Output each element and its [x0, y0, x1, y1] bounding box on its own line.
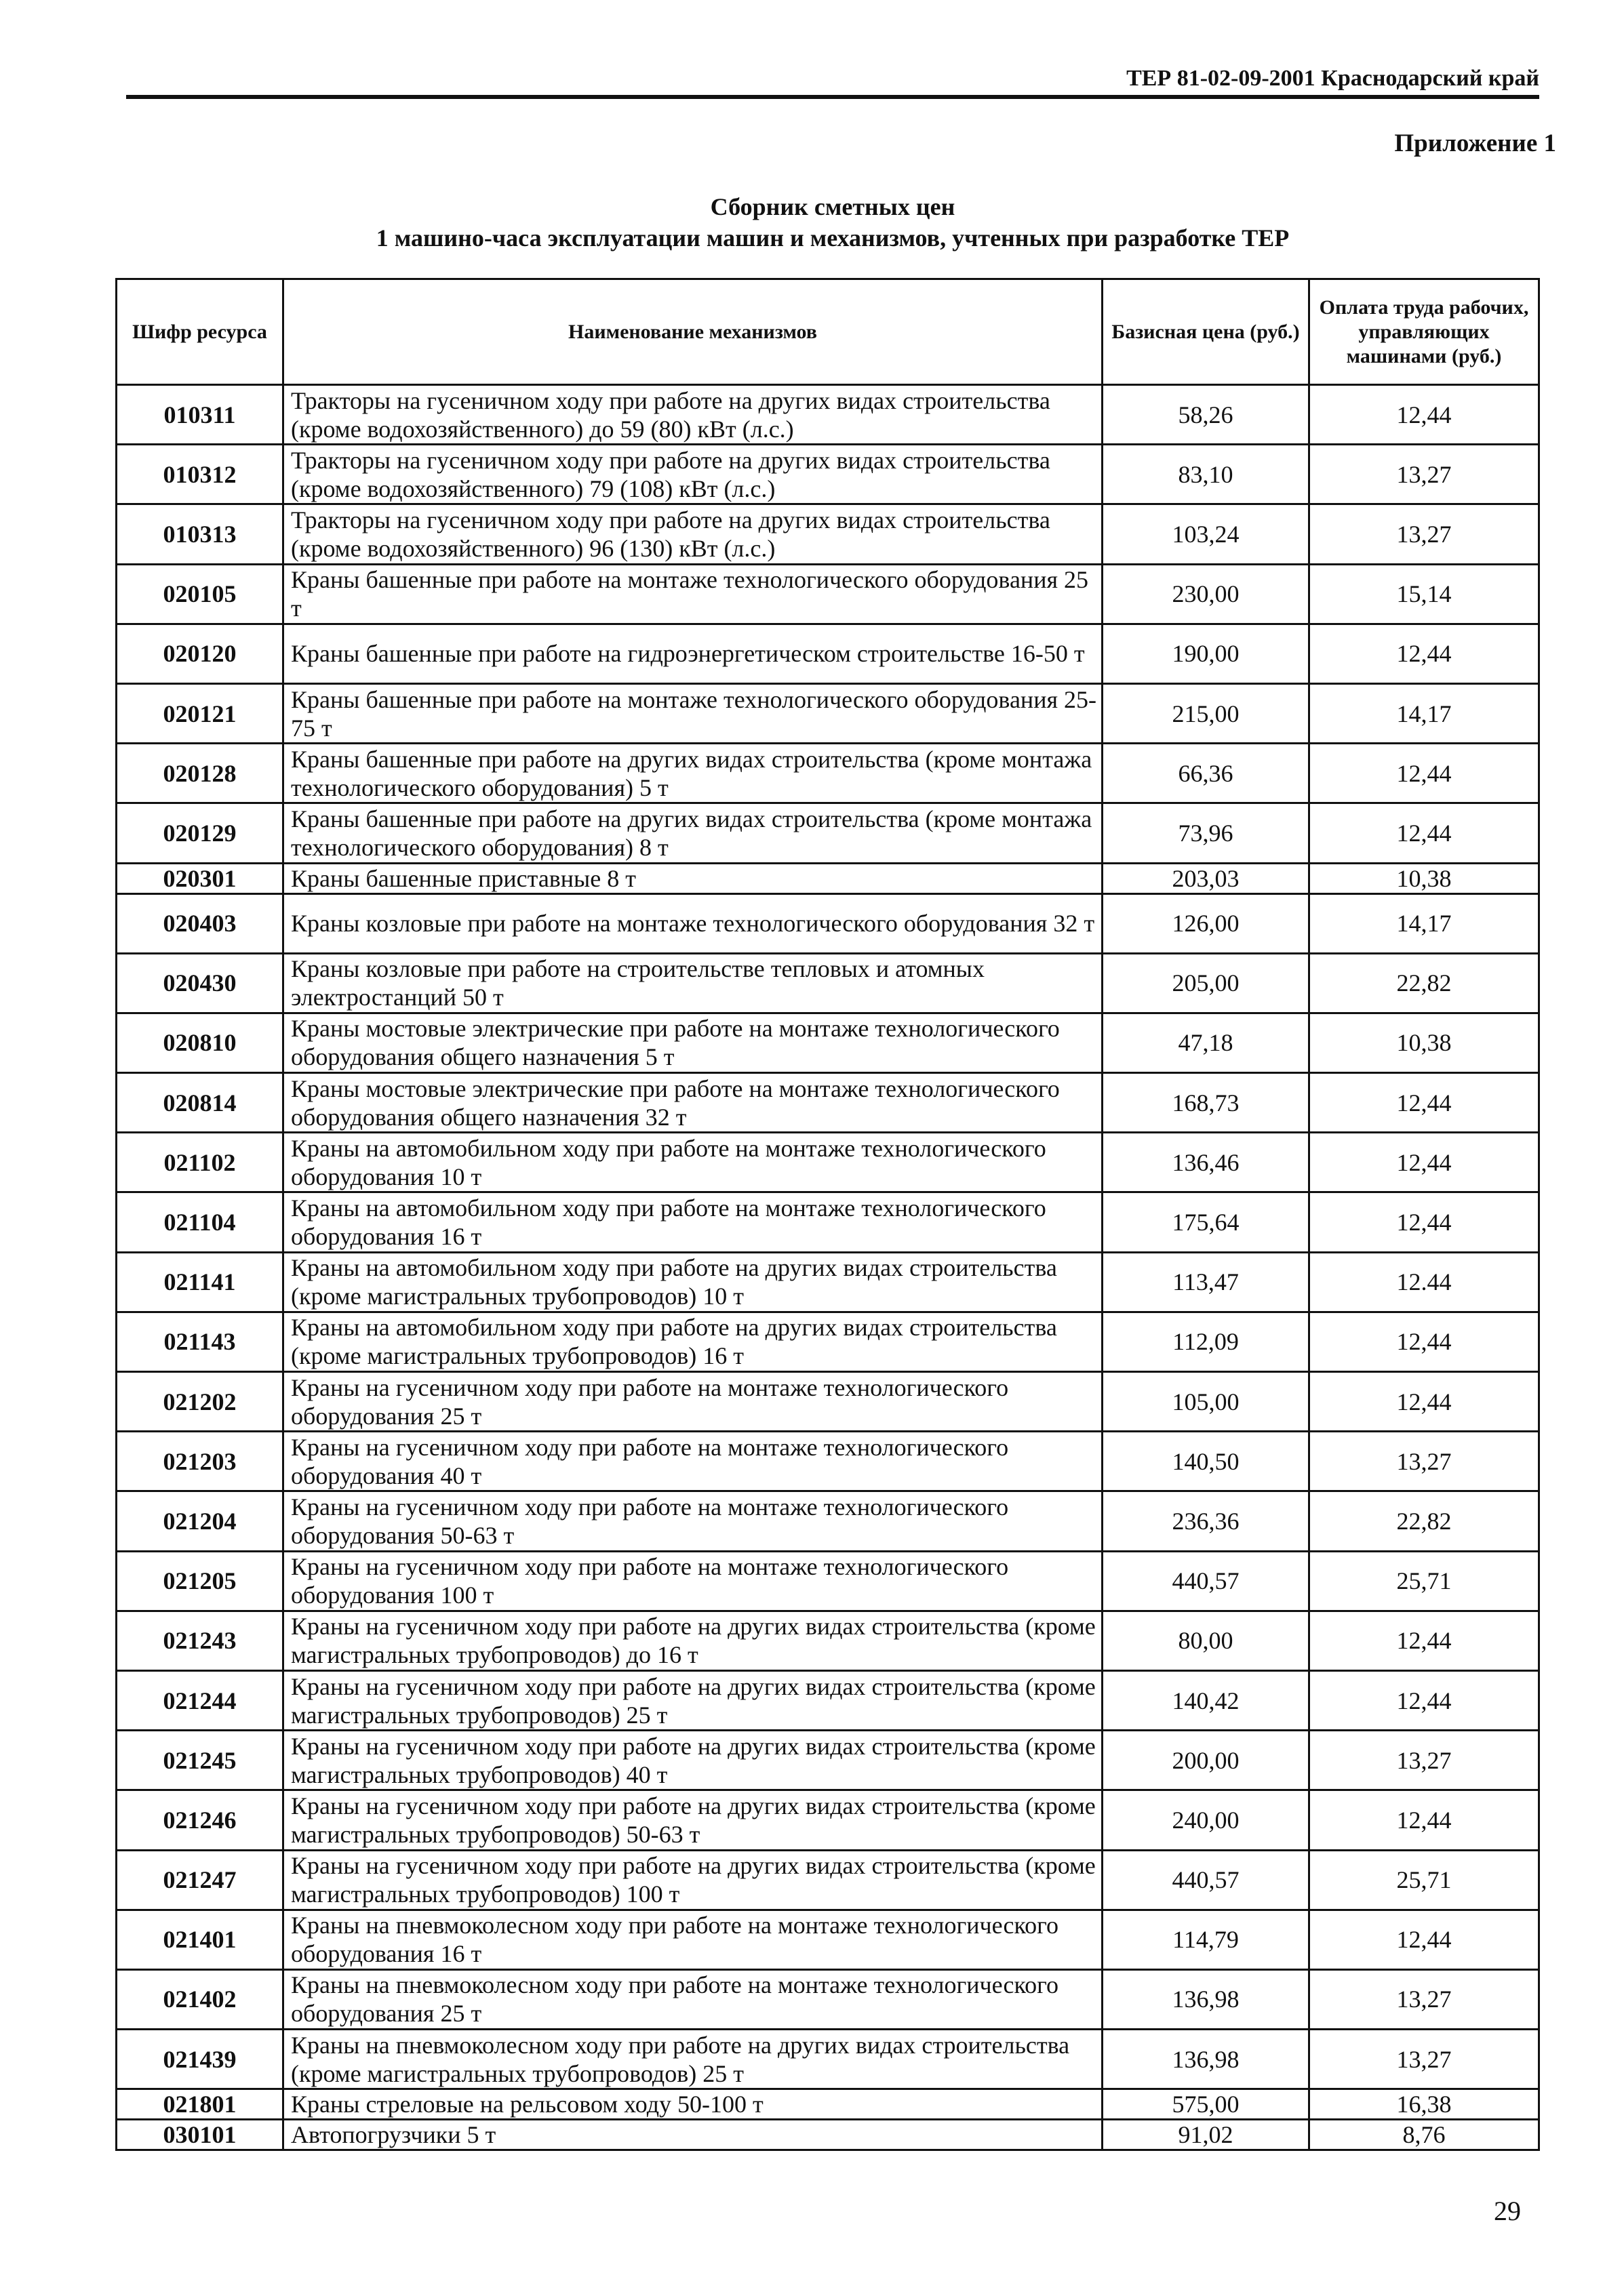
table-row — [117, 564, 1539, 624]
resource-code-cell: 021143 — [117, 1312, 283, 1371]
title-line-2: 1 машино-часа эксплуатации машин и механизмов, учтенных при разработке ТЕР — [376, 224, 1290, 251]
base-price-cell: 112,09 — [1103, 1312, 1309, 1371]
mechanism-name-cell: Краны на автомобильном ходу при работе на монтаже технологического оборудования 16 т — [283, 1192, 1103, 1252]
table-row — [117, 953, 1539, 1013]
resource-code-cell: 020121 — [117, 683, 283, 743]
mechanism-name-cell: Краны на автомобильном ходу при работе на монтаже технологического оборудования 10 т — [283, 1133, 1103, 1192]
mechanism-name-cell: Краны мостовые электрические при работе на монтаже технологического оборудования общего назначения 5 т — [283, 1013, 1103, 1072]
operator-wage-cell: 13,27 — [1309, 2030, 1539, 2089]
page-number: 29 — [1494, 2196, 1521, 2226]
resource-code-cell: 020814 — [117, 1073, 283, 1133]
operator-wage-cell: 8,76 — [1309, 2120, 1539, 2150]
table-row — [117, 504, 1539, 564]
mechanism-name-cell: Краны на гусеничном ходу при работе на других видах строительства (кроме магистральных трубопроводов) 40 т — [283, 1731, 1103, 1790]
resource-code-cell: 020105 — [117, 564, 283, 624]
operator-wage-cell: 12,44 — [1309, 1372, 1539, 1432]
resource-code-cell: 021102 — [117, 1133, 283, 1192]
mechanism-name-cell: Краны на гусеничном ходу при работе на монтаже технологического оборудования 40 т — [283, 1432, 1103, 1491]
table-row — [117, 1850, 1539, 1910]
operator-wage-cell: 13,27 — [1309, 445, 1539, 504]
resource-code-cell: 021245 — [117, 1731, 283, 1790]
table-row — [117, 1969, 1539, 2029]
operator-wage-cell: 13,27 — [1309, 1969, 1539, 2029]
document-code: ТЕР 81-02-09-2001 Краснодарский край — [1126, 66, 1539, 91]
operator-wage-cell: 12,44 — [1309, 1910, 1539, 1969]
mechanism-name-cell: Краны козловые при работе на монтаже технологического оборудования 32 т — [283, 893, 1103, 953]
operator-wage-cell: 13,27 — [1309, 1432, 1539, 1491]
base-price-cell: 205,00 — [1103, 953, 1309, 1013]
mechanism-name-cell: Краны башенные при работе на других видах строительства (кроме монтажа технологического оборудования) 5 т — [283, 744, 1103, 803]
table-row — [117, 1551, 1539, 1611]
column-header-wage: Оплата труда рабочих, управляющих машинами (руб.) — [1309, 279, 1539, 385]
operator-wage-cell: 12,44 — [1309, 385, 1539, 445]
table-header-row — [117, 279, 1539, 385]
table-row — [117, 2030, 1539, 2089]
operator-wage-cell: 13,27 — [1309, 1731, 1539, 1790]
operator-wage-cell: 25,71 — [1309, 1850, 1539, 1910]
table-row — [117, 624, 1539, 683]
base-price-cell: 47,18 — [1103, 1013, 1309, 1072]
base-price-cell: 136,98 — [1103, 1969, 1309, 2029]
resource-code-cell: 021439 — [117, 2030, 283, 2089]
appendix-label: Приложение 1 — [1394, 129, 1556, 157]
mechanism-name-cell: Краны на гусеничном ходу при работе на других видах строительства (кроме магистральных трубопроводов) 100 т — [283, 1850, 1103, 1910]
operator-wage-cell: 22,82 — [1309, 953, 1539, 1013]
table-row — [117, 744, 1539, 803]
table-row — [117, 1670, 1539, 1730]
base-price-cell: 200,00 — [1103, 1731, 1309, 1790]
base-price-cell: 440,57 — [1103, 1551, 1309, 1611]
table-row — [117, 1432, 1539, 1491]
column-header-code: Шифр ресурса — [117, 279, 283, 385]
base-price-cell: 440,57 — [1103, 1850, 1309, 1910]
mechanism-name-cell: Краны на пневмоколесном ходу при работе на монтаже технологического оборудования 25 т — [283, 1969, 1103, 2029]
operator-wage-cell: 12,44 — [1309, 1073, 1539, 1133]
mechanism-name-cell: Краны башенные при работе на гидроэнергетическом строительстве 16-50 т — [283, 624, 1103, 683]
operator-wage-cell: 10,38 — [1309, 1013, 1539, 1072]
table-row — [117, 1731, 1539, 1790]
operator-wage-cell: 15,14 — [1309, 564, 1539, 624]
operator-wage-cell: 22,82 — [1309, 1491, 1539, 1551]
operator-wage-cell: 12,44 — [1309, 624, 1539, 683]
table-row — [117, 2089, 1539, 2120]
base-price-cell: 140,42 — [1103, 1670, 1309, 1730]
base-price-cell: 136,46 — [1103, 1133, 1309, 1192]
operator-wage-cell: 12,44 — [1309, 1133, 1539, 1192]
operator-wage-cell: 14,17 — [1309, 683, 1539, 743]
mechanism-name-cell: Краны на гусеничном ходу при работе на монтаже технологического оборудования 100 т — [283, 1551, 1103, 1611]
mechanism-name-cell: Краны башенные при работе на других видах строительства (кроме монтажа технологического оборудования) 8 т — [283, 803, 1103, 863]
title-line-1: Сборник сметных цен — [710, 193, 955, 220]
table-row — [117, 1372, 1539, 1432]
mechanism-name-cell: Краны на гусеничном ходу при работе на других видах строительства (кроме магистральных трубопроводов) 25 т — [283, 1670, 1103, 1730]
resource-code-cell: 021243 — [117, 1611, 283, 1670]
base-price-cell: 113,47 — [1103, 1252, 1309, 1312]
table-row — [117, 1192, 1539, 1252]
price-table — [115, 278, 1540, 2151]
base-price-cell: 105,00 — [1103, 1372, 1309, 1432]
mechanism-name-cell: Краны козловые при работе на строительстве тепловых и атомных электростанций 50 т — [283, 953, 1103, 1013]
base-price-cell: 240,00 — [1103, 1790, 1309, 1850]
mechanism-name-cell: Краны стреловые на рельсовом ходу 50-100 т — [283, 2089, 1103, 2120]
resource-code-cell: 020430 — [117, 953, 283, 1013]
mechanism-name-cell: Краны башенные при работе на монтаже технологического оборудования 25-75 т — [283, 683, 1103, 743]
mechanism-name-cell: Автопогрузчики 5 т — [283, 2120, 1103, 2150]
base-price-cell: 83,10 — [1103, 445, 1309, 504]
table-row — [117, 445, 1539, 504]
base-price-cell: 136,98 — [1103, 2030, 1309, 2089]
column-header-name: Наименование механизмов — [283, 279, 1103, 385]
operator-wage-cell: 12,44 — [1309, 1790, 1539, 1850]
base-price-cell: 203,03 — [1103, 863, 1309, 893]
base-price-cell: 58,26 — [1103, 385, 1309, 445]
mechanism-name-cell: Краны на гусеничном ходу при работе на других видах строительства (кроме магистральных трубопроводов) до 16 т — [283, 1611, 1103, 1670]
operator-wage-cell: 12,44 — [1309, 1670, 1539, 1730]
resource-code-cell: 021801 — [117, 2089, 283, 2120]
resource-code-cell: 021246 — [117, 1790, 283, 1850]
operator-wage-cell: 13,27 — [1309, 504, 1539, 564]
mechanism-name-cell: Краны башенные приставные 8 т — [283, 863, 1103, 893]
base-price-cell: 126,00 — [1103, 893, 1309, 953]
table-row — [117, 2120, 1539, 2150]
base-price-cell: 236,36 — [1103, 1491, 1309, 1551]
table-row — [117, 1790, 1539, 1850]
resource-code-cell: 021202 — [117, 1372, 283, 1432]
document-title — [126, 191, 1539, 254]
base-price-cell: 73,96 — [1103, 803, 1309, 863]
base-price-cell: 230,00 — [1103, 564, 1309, 624]
table-row — [117, 863, 1539, 893]
resource-code-cell: 021204 — [117, 1491, 283, 1551]
mechanism-name-cell: Тракторы на гусеничном ходу при работе на других видах строительства (кроме водохозяйственного) 79 (108) кВт (л.с.) — [283, 445, 1103, 504]
resource-code-cell: 021205 — [117, 1551, 283, 1611]
base-price-cell: 215,00 — [1103, 683, 1309, 743]
table-row — [117, 1073, 1539, 1133]
resource-code-cell: 021402 — [117, 1969, 283, 2029]
resource-code-cell: 020301 — [117, 863, 283, 893]
operator-wage-cell: 12,44 — [1309, 1611, 1539, 1670]
resource-code-cell: 021104 — [117, 1192, 283, 1252]
resource-code-cell: 020120 — [117, 624, 283, 683]
operator-wage-cell: 10,38 — [1309, 863, 1539, 893]
base-price-cell: 80,00 — [1103, 1611, 1309, 1670]
base-price-cell: 103,24 — [1103, 504, 1309, 564]
table-row — [117, 1910, 1539, 1969]
operator-wage-cell: 12,44 — [1309, 1312, 1539, 1371]
mechanism-name-cell: Краны на пневмоколесном ходу при работе на других видах строительства (кроме магистральных трубопроводов) 25 т — [283, 2030, 1103, 2089]
resource-code-cell: 021141 — [117, 1252, 283, 1312]
resource-code-cell: 020403 — [117, 893, 283, 953]
resource-code-cell: 020810 — [117, 1013, 283, 1072]
table-row — [117, 1133, 1539, 1192]
base-price-cell: 66,36 — [1103, 744, 1309, 803]
operator-wage-cell: 25,71 — [1309, 1551, 1539, 1611]
mechanism-name-cell: Краны на автомобильном ходу при работе на других видах строительства (кроме магистральных трубопроводов) 16 т — [283, 1312, 1103, 1371]
resource-code-cell: 021244 — [117, 1670, 283, 1730]
resource-code-cell: 021401 — [117, 1910, 283, 1969]
resource-code-cell: 010311 — [117, 385, 283, 445]
base-price-cell: 140,50 — [1103, 1432, 1309, 1491]
mechanism-name-cell: Краны на автомобильном ходу при работе на других видах строительства (кроме магистральных трубопроводов) 10 т — [283, 1252, 1103, 1312]
table-row — [117, 683, 1539, 743]
table-body — [117, 385, 1539, 2150]
running-header — [126, 65, 1539, 99]
mechanism-name-cell: Краны на гусеничном ходу при работе на монтаже технологического оборудования 50-63 т — [283, 1491, 1103, 1551]
mechanism-name-cell: Краны на гусеничном ходу при работе на других видах строительства (кроме магистральных трубопроводов) 50-63 т — [283, 1790, 1103, 1850]
base-price-cell: 175,64 — [1103, 1192, 1309, 1252]
table-row — [117, 1491, 1539, 1551]
base-price-cell: 190,00 — [1103, 624, 1309, 683]
mechanism-name-cell: Краны башенные при работе на монтаже технологического оборудования 25 т — [283, 564, 1103, 624]
table-row — [117, 1611, 1539, 1670]
resource-code-cell: 020128 — [117, 744, 283, 803]
table-row — [117, 803, 1539, 863]
operator-wage-cell: 16,38 — [1309, 2089, 1539, 2120]
operator-wage-cell: 12,44 — [1309, 1192, 1539, 1252]
table-row — [117, 385, 1539, 445]
resource-code-cell: 021247 — [117, 1850, 283, 1910]
operator-wage-cell: 12,44 — [1309, 803, 1539, 863]
operator-wage-cell: 12.44 — [1309, 1252, 1539, 1312]
mechanism-name-cell: Тракторы на гусеничном ходу при работе на других видах строительства (кроме водохозяйственного) 96 (130) кВт (л.с.) — [283, 504, 1103, 564]
base-price-cell: 168,73 — [1103, 1073, 1309, 1133]
operator-wage-cell: 12,44 — [1309, 744, 1539, 803]
table-row — [117, 1312, 1539, 1371]
mechanism-name-cell: Краны мостовые электрические при работе на монтаже технологического оборудования общего назначения 32 т — [283, 1073, 1103, 1133]
resource-code-cell: 010312 — [117, 445, 283, 504]
table-row — [117, 1013, 1539, 1072]
table-row — [117, 893, 1539, 953]
resource-code-cell: 010313 — [117, 504, 283, 564]
table-row — [117, 1252, 1539, 1312]
base-price-cell: 91,02 — [1103, 2120, 1309, 2150]
base-price-cell: 575,00 — [1103, 2089, 1309, 2120]
mechanism-name-cell: Краны на гусеничном ходу при работе на монтаже технологического оборудования 25 т — [283, 1372, 1103, 1432]
resource-code-cell: 030101 — [117, 2120, 283, 2150]
mechanism-name-cell: Краны на пневмоколесном ходу при работе на монтаже технологического оборудования 16 т — [283, 1910, 1103, 1969]
mechanism-name-cell: Тракторы на гусеничном ходу при работе на других видах строительства (кроме водохозяйственного) до 59 (80) кВт (л.с.) — [283, 385, 1103, 445]
resource-code-cell: 020129 — [117, 803, 283, 863]
resource-code-cell: 021203 — [117, 1432, 283, 1491]
column-header-price: Базисная цена (руб.) — [1103, 279, 1309, 385]
operator-wage-cell: 14,17 — [1309, 893, 1539, 953]
base-price-cell: 114,79 — [1103, 1910, 1309, 1969]
